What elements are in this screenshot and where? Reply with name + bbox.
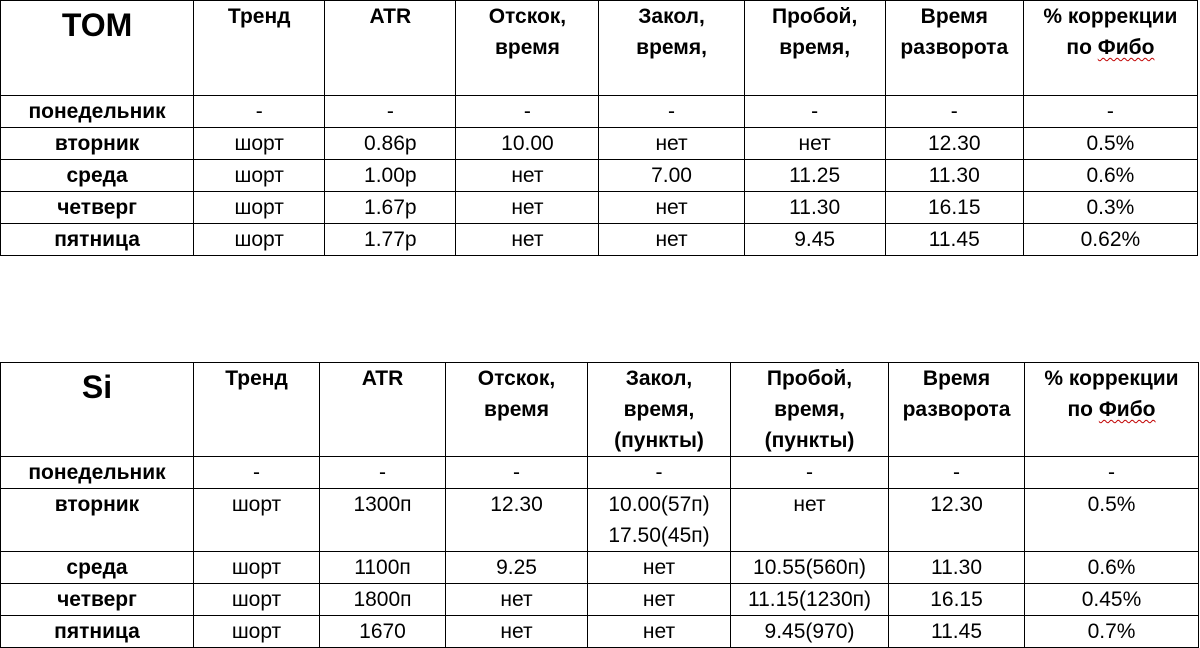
table-cell: 11.45 <box>885 224 1023 256</box>
table-row <box>1 96 1198 128</box>
table-cell: нет <box>731 489 889 552</box>
table-title: Si <box>1 363 194 457</box>
table-cell: - <box>194 457 320 489</box>
day-cell: понедельник <box>1 457 194 489</box>
table-cell: 9.45(970) <box>731 616 889 648</box>
table-cell: - <box>320 457 446 489</box>
header-breakout: Пробой, время, (пункты) <box>731 363 889 457</box>
table-cell: - <box>1025 457 1199 489</box>
day-cell: понедельник <box>1 96 194 128</box>
table-cell: 0.5% <box>1023 128 1197 160</box>
header-stop-hunt: Закол, время, <box>599 1 744 96</box>
table-row <box>1 584 1199 616</box>
table-row <box>1 616 1199 648</box>
table-cell: 1800п <box>320 584 446 616</box>
table-cell: 1.00р <box>325 160 456 192</box>
table-cell: шорт <box>194 489 320 552</box>
table-cell: - <box>599 96 744 128</box>
table-cell: шорт <box>194 224 325 256</box>
table-title: TOM <box>1 1 194 96</box>
table-cell: 12.30 <box>446 489 588 552</box>
table-cell: 12.30 <box>889 489 1025 552</box>
table-cell: нет <box>456 192 599 224</box>
table-row <box>1 552 1199 584</box>
header-breakout: Пробой, время, <box>744 1 885 96</box>
day-cell: среда <box>1 552 194 584</box>
table-cell: 0.86р <box>325 128 456 160</box>
tom-table <box>0 0 1198 256</box>
table-cell: 1100п <box>320 552 446 584</box>
table-cell: - <box>744 96 885 128</box>
table-cell: 0.3% <box>1023 192 1197 224</box>
table-cell: 9.25 <box>446 552 588 584</box>
table-cell: 0.6% <box>1023 160 1197 192</box>
table-cell: нет <box>599 128 744 160</box>
table-cell: - <box>446 457 588 489</box>
table-cell: 16.15 <box>889 584 1025 616</box>
table-cell: - <box>1023 96 1197 128</box>
header-bounce: Отскок, время <box>456 1 599 96</box>
header-bounce: Отскок, время <box>446 363 588 457</box>
table-cell: - <box>889 457 1025 489</box>
table-cell: 9.45 <box>744 224 885 256</box>
table-cell: 7.00 <box>599 160 744 192</box>
table-cell: нет <box>599 224 744 256</box>
table-row <box>1 489 1199 552</box>
table-cell: - <box>194 96 325 128</box>
header-stop-hunt: Закол, время, (пункты) <box>588 363 731 457</box>
table-cell: 0.5% <box>1025 489 1199 552</box>
day-cell: четверг <box>1 584 194 616</box>
table-cell: 1.77р <box>325 224 456 256</box>
table-cell: шорт <box>194 552 320 584</box>
table-cell: 11.15(1230п) <box>731 584 889 616</box>
table-row <box>1 128 1198 160</box>
table-cell: 0.7% <box>1025 616 1199 648</box>
header-reversal-time: Время разворота <box>889 363 1025 457</box>
header-trend: Тренд <box>194 1 325 96</box>
table-cell: 0.45% <box>1025 584 1199 616</box>
table-cell: 1300п <box>320 489 446 552</box>
day-cell: четверг <box>1 192 194 224</box>
day-cell: среда <box>1 160 194 192</box>
table-cell: 10.00(57п) 17.50(45п) <box>588 489 731 552</box>
day-cell: вторник <box>1 128 194 160</box>
table-cell: 11.30 <box>885 160 1023 192</box>
table-cell: нет <box>588 552 731 584</box>
table-cell: - <box>325 96 456 128</box>
table-cell: шорт <box>194 160 325 192</box>
header-trend: Тренд <box>194 363 320 457</box>
header-fibo: % коррекции по Фибо <box>1025 363 1199 457</box>
table-row <box>1 457 1199 489</box>
table-cell: 11.30 <box>744 192 885 224</box>
table-cell: нет <box>456 224 599 256</box>
table-cell: 0.6% <box>1025 552 1199 584</box>
table-cell: 0.62% <box>1023 224 1197 256</box>
table-cell: нет <box>599 192 744 224</box>
table-cell: 16.15 <box>885 192 1023 224</box>
table-cell: 10.55(560п) <box>731 552 889 584</box>
header-atr: ATR <box>320 363 446 457</box>
si-table <box>0 362 1199 648</box>
table-cell: шорт <box>194 584 320 616</box>
table-cell: нет <box>588 616 731 648</box>
table-cell: нет <box>588 584 731 616</box>
table-cell: 11.30 <box>889 552 1025 584</box>
table-cell: 1670 <box>320 616 446 648</box>
table-cell: шорт <box>194 616 320 648</box>
table-cell: 11.45 <box>889 616 1025 648</box>
table-cell: - <box>588 457 731 489</box>
table-cell: шорт <box>194 192 325 224</box>
table-cell: - <box>731 457 889 489</box>
table-row <box>1 224 1198 256</box>
table-cell: 11.25 <box>744 160 885 192</box>
table-cell: 1.67р <box>325 192 456 224</box>
table-cell: - <box>456 96 599 128</box>
header-fibo: % коррекции по Фибо <box>1023 1 1197 96</box>
table-cell: шорт <box>194 128 325 160</box>
table-cell: нет <box>744 128 885 160</box>
day-cell: пятница <box>1 616 194 648</box>
day-cell: вторник <box>1 489 194 552</box>
table-cell: 10.00 <box>456 128 599 160</box>
table-row <box>1 160 1198 192</box>
table-cell: нет <box>446 584 588 616</box>
table-cell: 12.30 <box>885 128 1023 160</box>
table-cell: нет <box>446 616 588 648</box>
header-atr: ATR <box>325 1 456 96</box>
day-cell: пятница <box>1 224 194 256</box>
header-reversal-time: Время разворота <box>885 1 1023 96</box>
table-cell: нет <box>456 160 599 192</box>
table-cell: - <box>885 96 1023 128</box>
table-row <box>1 192 1198 224</box>
